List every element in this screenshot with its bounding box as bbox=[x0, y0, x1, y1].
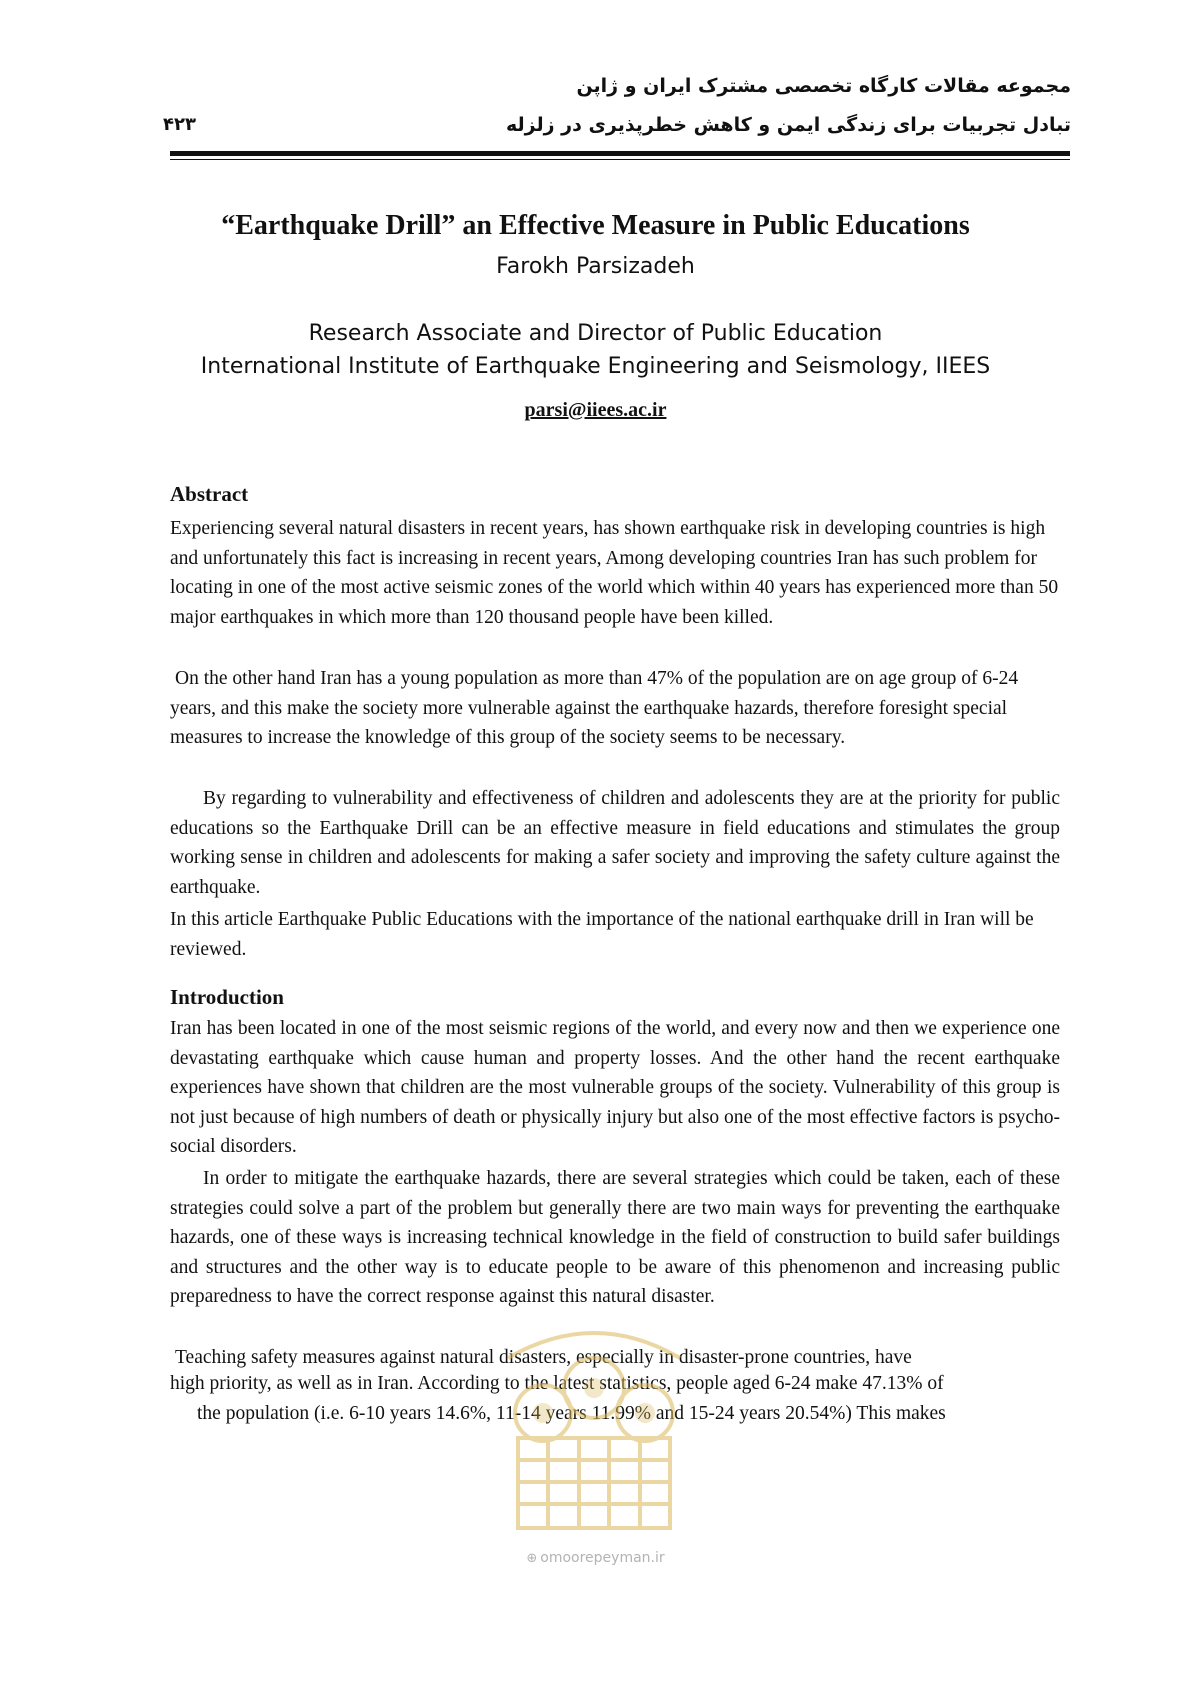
paper-title: “Earthquake Drill” an Effective Measure in Public Educations bbox=[221, 210, 970, 241]
abstract-heading: Abstract bbox=[170, 482, 249, 506]
introduction-paragraph-3-line-3: the population (i.e. 6-10 years 14.6%, 11-14 years 11.99% and 15-24 years 20.54%) This makes bbox=[197, 1403, 946, 1424]
author-role: Research Associate and Director of Public Education bbox=[308, 321, 883, 346]
abstract-paragraph-3: By regarding to vulnerability and effectiveness of children and adolescents they are at the priority for public educations so the Earthquake Drill can be an effective measure in field educations and stimulates the group working sense in children and adolescents for making a safer society and improving the safety culture against the earthquake. bbox=[170, 788, 1060, 898]
introduction-paragraph-2: In order to mitigate the earthquake hazards, there are several strategies which could be taken, each of these strategies could solve a part of the problem but generally there are two main ways for preventing the earthquake hazards, one of these ways is increasing technical knowledge in the field of construction to build safer buildings and structures and the other way is to educate people to be aware of this phenomenon and increasing public preparedness to have the correct response against this natural disaster. bbox=[170, 1168, 1060, 1308]
page-number: ۴۲۳ bbox=[163, 114, 196, 135]
watermark-url: omoorepeyman.ir bbox=[540, 1550, 665, 1566]
abstract-paragraph-4: In this article Earthquake Public Educations with the importance of the national earthquake drill in Iran will be reviewed. bbox=[170, 909, 1034, 960]
header-proceedings-title: مجموعه مقالات کارگاه تخصصی مشترک ایران و ژاپن bbox=[576, 75, 1071, 97]
abstract-paragraph-2: On the other hand Iran has a young population as more than 47% of the population are on age group of 6-24 years, and this make the society more vulnerable against the earthquake hazards, therefore foresight special measures to increase the knowledge of this group of the society seems to be necessary. bbox=[170, 668, 1019, 749]
author-name: Farokh Parsizadeh bbox=[496, 254, 695, 279]
watermark-seal-logo bbox=[488, 1318, 700, 1540]
introduction-paragraph-3-line-2: high priority, as well as in Iran. According to the latest statistics, people aged 6-24 make 47.13% of bbox=[170, 1373, 944, 1394]
watermark-caption bbox=[0, 1550, 1191, 1566]
abstract-paragraph-1: Experiencing several natural disasters in recent years, has shown earthquake risk in developing countries is high and unfortunately this fact is increasing in recent years, Among developing countries Iran has such problem for locating in one of the most active seismic zones of the world which within 40 years has experienced more than 50 major earthquakes in which more than 120 thousand people have been killed. bbox=[170, 518, 1059, 628]
introduction-paragraph-1: Iran has been located in one of the most seismic regions of the world, and every now and then we experience one devastating earthquake which cause human and property losses. And the other hand the recent earthquake experiences have shown that children are the most vulnerable groups of the society. Vulnerability of this group is not just because of high numbers of death or physically injury but also one of the most effective factors is psycho-social disorders. bbox=[170, 1018, 1060, 1158]
header-rule-thin bbox=[170, 159, 1070, 160]
introduction-paragraph-3: Teaching safety measures against natural disasters, especially in disaster-prone countries, have bbox=[175, 1347, 912, 1368]
header-workshop-title: تبادل تجربیات برای زندگی ایمن و کاهش خطرپذیری در زلزله bbox=[506, 114, 1071, 136]
globe-icon: ⊕ bbox=[526, 1551, 538, 1566]
author-institution: International Institute of Earthquake Engineering and Seismology, IIEES bbox=[200, 354, 991, 379]
header-rule-thick bbox=[170, 151, 1070, 156]
introduction-heading: Introduction bbox=[170, 985, 284, 1009]
author-email-link[interactable]: parsi@iiees.ac.ir bbox=[524, 399, 667, 421]
